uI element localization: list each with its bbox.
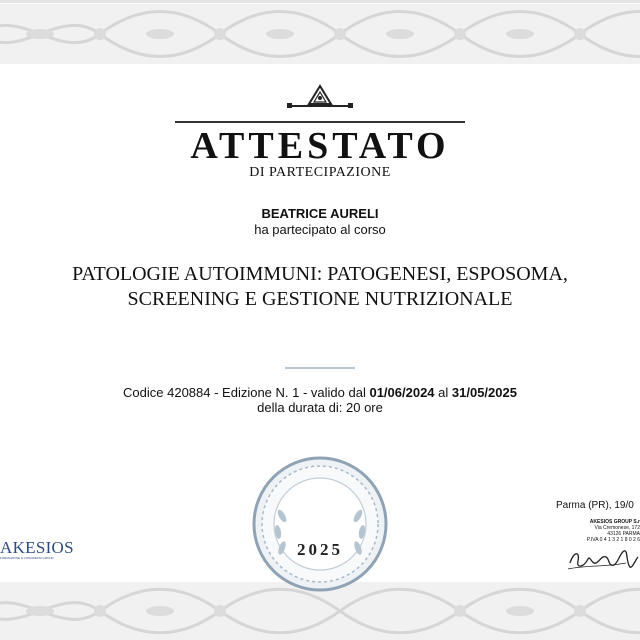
top-edge-line	[0, 0, 640, 3]
participant-name: BEATRICE AURELI	[261, 206, 379, 221]
top-ornament-band	[0, 4, 640, 64]
details-middle: al	[434, 385, 452, 400]
stamp-company: AKESIOS GROUP S.r	[589, 519, 640, 525]
course-title-line-1: PATOLOGIE AUTOIMMUNI: PATOGENESI, ESPOSOMA,	[72, 263, 568, 285]
participation-text: ha partecipato al corso	[254, 222, 386, 237]
certificate-subtitle: DI PARTECIPAZIONE	[249, 165, 391, 180]
section-divider	[285, 367, 355, 369]
stamp-address-1: Via Cremonese, 172	[594, 525, 640, 531]
details-prefix: Codice 420884 - Edizione N. 1 - valido dal	[123, 385, 370, 400]
company-stamp	[574, 519, 640, 543]
title-top-rule	[175, 121, 465, 123]
duration-line: della durata di: 20 ore	[257, 400, 383, 415]
course-title	[10, 262, 630, 312]
place-date: Parma (PR), 19/0	[556, 500, 634, 511]
stamp-vat: P.IVA 0 4 1 3 2 1 8 0 2 6	[586, 537, 640, 543]
certificate-title: ATTESTATO	[190, 125, 450, 167]
valid-from-date: 01/06/2024	[369, 385, 435, 400]
akesios-logo: AKESIOS	[0, 538, 74, 557]
seal-year: 2025	[297, 540, 343, 559]
akesios-logo-subtext: FORMAZIONE & CONGRESSI GROUP	[0, 556, 54, 560]
course-details	[0, 385, 640, 415]
stamp-address-2: 43126 PARMA	[607, 531, 640, 537]
signature-icon	[566, 545, 640, 575]
validity-line	[0, 385, 640, 400]
triangle-emblem-icon	[287, 84, 353, 114]
course-title-line-2: SCREENING E GESTIONE NUTRIZIONALE	[127, 288, 513, 310]
laurel-seal-icon	[252, 456, 388, 592]
valid-to-date: 31/05/2025	[451, 385, 517, 400]
